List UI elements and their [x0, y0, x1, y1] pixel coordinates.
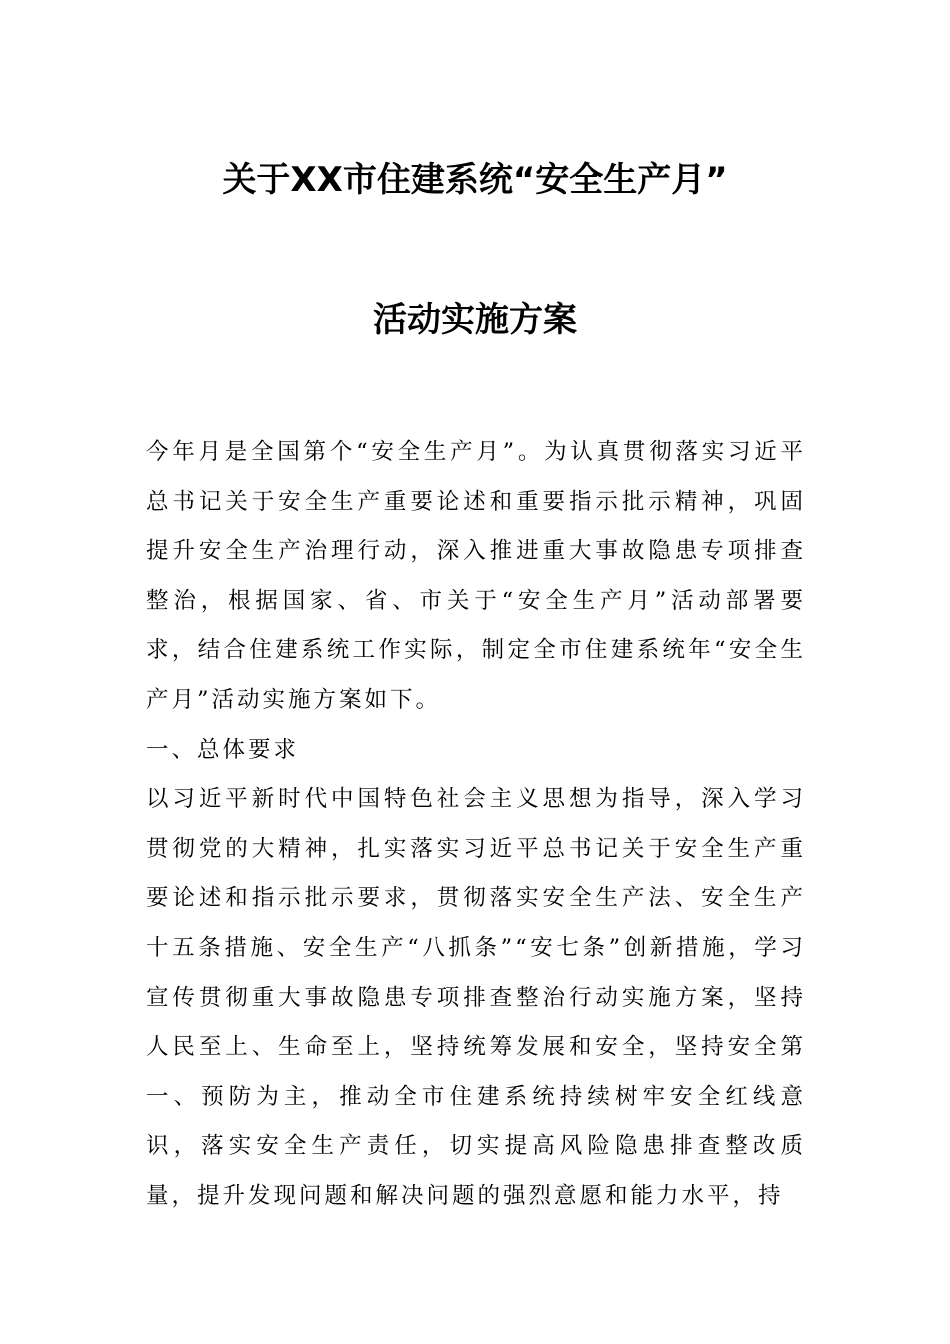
document-body [146, 428, 806, 1222]
intro-paragraph: 今年月是全国第个“安全生产月”。为认真贯彻落实习近平总书记关于安全生产重要论述和重要指示批示精神，巩固提升安全生产治理行动，深入推进重大事故隐患专项排查整治，根据国家、省、市关于“安全生产月”活动部署要求，结合住建系统工作实际，制定全市住建系统年“安全生产月”活动实施方案如下。 [146, 439, 806, 713]
general-requirements-paragraph: 以习近平新时代中国特色社会主义思想为指导，深入学习贯彻党的大精神，扎实落实习近平总书记关于安全生产重要论述和指示批示要求，贯彻落实安全生产法、安全生产十五条措施、安全生产“八抓条”“安七条”创新措施，学习宣传贯彻重大事故隐患专项排查整治行动实施方案，坚持人民至上、生命至上，坚持统筹发展和安全，坚持安全第一、预防为主，推动全市住建系统持续树牢安全红线意识，落实安全生产责任，切实提高风险隐患排查整改质量，提升发现问题和解决问题的强烈意愿和能力水平，持 [146, 786, 806, 1209]
document-title-line-1: 关于XX市住建系统“安全生产月” [222, 160, 728, 200]
section-heading-general-requirements: 一、总体要求 [146, 736, 300, 763]
document-title-line-2: 活动实施方案 [373, 300, 577, 340]
